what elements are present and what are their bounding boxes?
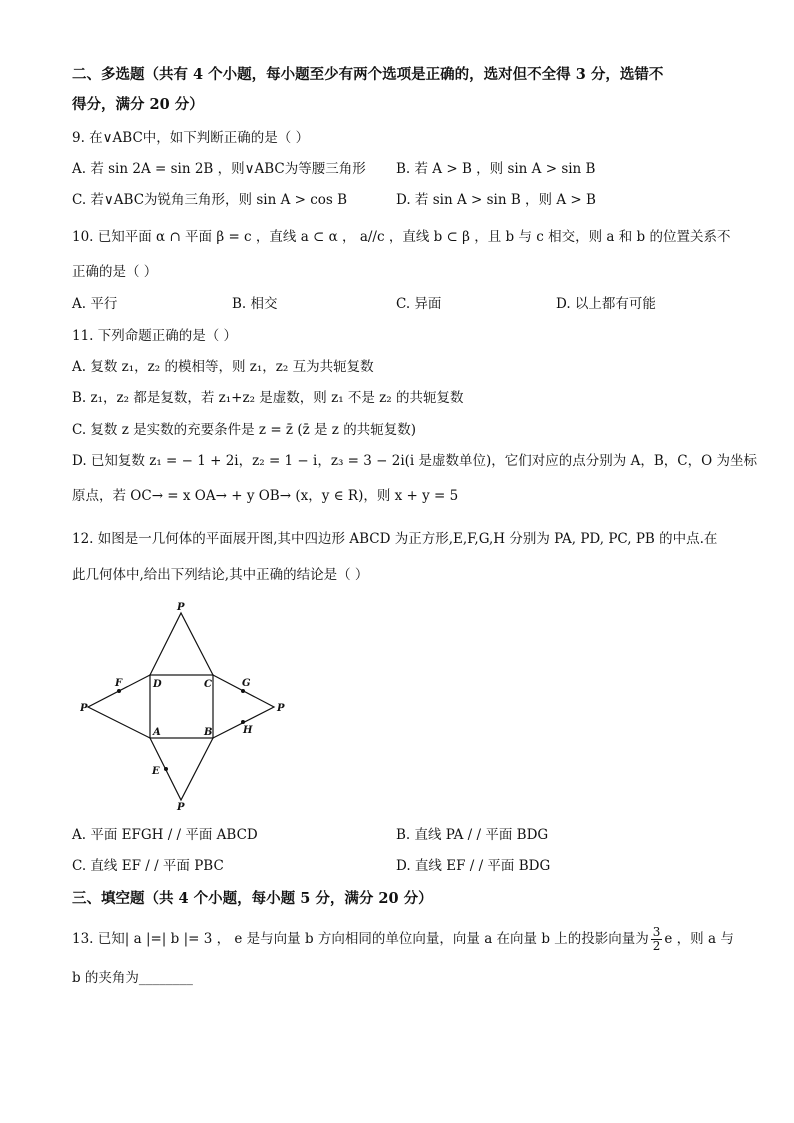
q11-option-c: C. 复数 z 是实数的充要条件是 z = z̄ (z̄ 是 z 的共轭复数) <box>72 422 416 438</box>
q9-option-c: C. 若∨ABC为锐角三角形，则 sin A > cos B <box>72 192 348 208</box>
q11-option-d-line-1: D. 已知复数 z₁ = − 1 + 2i，z₂ = 1 − i，z₃ = 3 − 2i(i 是虚数单位)，它们对应的点分别为 A，B，C，O 为坐标 <box>72 453 757 469</box>
top-triangle <box>150 613 213 675</box>
section-3-title: 三、填空题（共 4 个小题，每小题 5 分，满分 20 分） <box>72 890 433 907</box>
label-a: A <box>153 727 161 738</box>
q12-option-a: A. 平面 EFGH / / 平面 ABCD <box>72 827 258 843</box>
label-d: D <box>153 679 162 690</box>
q11-option-b: B. z₁，z₂ 都是复数，若 z₁+z₂ 是虚数，则 z₁ 不是 z₂ 的共轭复数 <box>72 390 464 406</box>
label-p-left: P <box>80 703 88 714</box>
label-p-top: P <box>177 602 185 613</box>
q12-stem-line-1: 12. 如图是一几何体的平面展开图,其中四边形 ABCD 为正方形,E,F,G,H 分别为 PA, PD, PC, PB 的中点.在 <box>72 531 718 547</box>
q10-stem-line-2: 正确的是（ ） <box>72 264 158 280</box>
q11-option-a: A. 复数 z₁，z₂ 的模相等，则 z₁，z₂ 互为共轭复数 <box>72 359 374 375</box>
label-h: H <box>243 725 253 736</box>
section-2-title-line-1: 二、多选题（共有 4 个小题，每小题至少有两个选项是正确的，选对但不全得 3 分，选错不 <box>72 66 664 83</box>
q12-option-d: D. 直线 EF / / 平面 BDG <box>396 858 551 874</box>
fraction-denominator: 2 <box>652 939 661 953</box>
point-f <box>117 689 121 693</box>
q10-option-a: A. 平行 <box>72 296 118 312</box>
point-e <box>164 767 168 771</box>
q13-stem-part-1: 13. 已知| a |=| b |= 3 ， e 是与向量 b 方向相同的单位向量，向量 a 在向量 b 上的投影向量为 <box>72 931 649 947</box>
q10-stem-line-1: 10. 已知平面 α ∩ 平面 β = c ，直线 a ⊂ α ， a//c ，直线 b ⊂ β ，且 b 与 c 相交，则 a 和 b 的位置关系不 <box>72 229 731 245</box>
q11-option-d-line-2: 原点，若 OC→ = x OA→ + y OB→ (x，y ∈ R)，则 x + y = 5 <box>72 488 459 504</box>
q13-stem-line-1 <box>72 922 734 956</box>
label-g: G <box>242 678 251 689</box>
point-g <box>241 689 245 693</box>
q13-stem-line-2: b 的夹角为________ <box>72 970 193 986</box>
q9-option-a: A. 若 sin 2A = sin 2B ，则∨ABC为等腰三角形 <box>72 161 366 177</box>
q9-option-d: D. 若 sin A > sin B ，则 A > B <box>396 192 596 208</box>
q11-stem: 11. 下列命题正确的是（ ） <box>72 328 238 344</box>
label-c: C <box>204 679 212 690</box>
q13-stem-part-2: e ，则 a 与 <box>664 931 734 947</box>
section-2-title-line-2: 得分，满分 20 分） <box>72 96 204 113</box>
label-f: F <box>115 678 123 689</box>
label-p-bottom: P <box>177 802 185 810</box>
point-h <box>241 720 245 724</box>
q12-stem-line-2: 此几何体中,给出下列结论,其中正确的结论是（ ） <box>72 567 369 583</box>
q10-option-d: D. 以上都有可能 <box>556 296 656 312</box>
q10-option-c: C. 异面 <box>396 296 442 312</box>
q9-stem: 9. 在∨ABC中，如下判断正确的是（ ） <box>72 130 310 146</box>
q10-option-b: B. 相交 <box>232 296 278 312</box>
fraction-numerator: 3 <box>652 925 661 940</box>
label-e: E <box>152 766 160 777</box>
q9-option-b: B. 若 A > B ，则 sin A > sin B <box>396 161 596 177</box>
q12-option-b: B. 直线 PA / / 平面 BDG <box>396 827 549 843</box>
pyramid-net-svg <box>80 600 290 810</box>
projection-fraction <box>651 926 663 952</box>
label-p-right: P <box>277 703 285 714</box>
pyramid-net-figure <box>80 600 290 810</box>
q12-option-c: C. 直线 EF / / 平面 PBC <box>72 858 224 874</box>
label-b: B <box>204 727 213 738</box>
